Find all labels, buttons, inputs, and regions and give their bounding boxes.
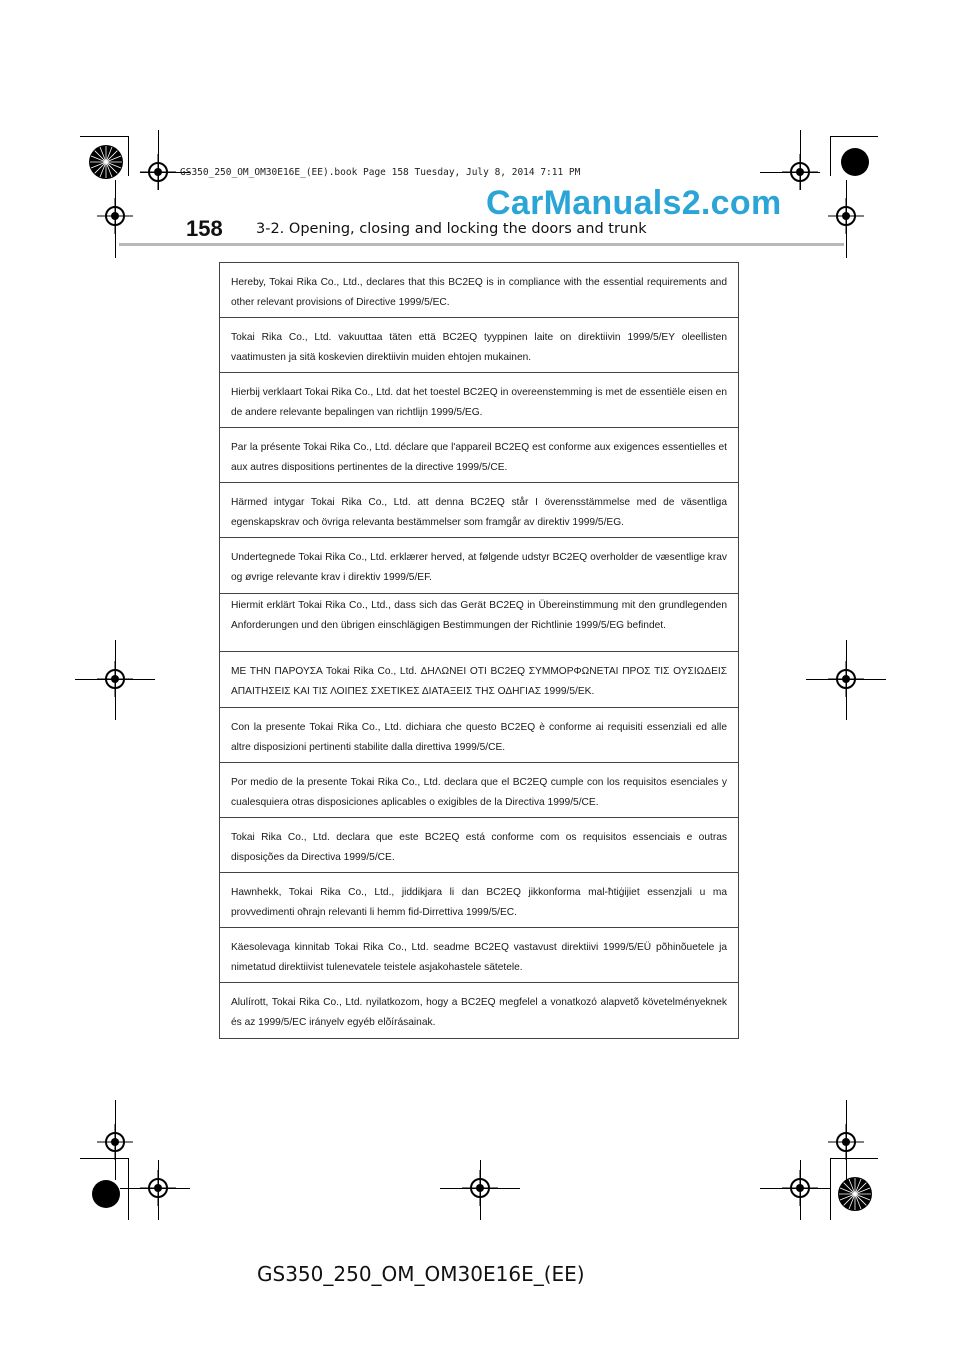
registration-target-icon	[140, 1170, 176, 1206]
declaration-french: Par la présente Tokai Rika Co., Ltd. déclare que l'appareil BC2EQ est conforme aux exigences essentielles et aux autres dispositions pertinentes de la directive 1999/5/CE.	[220, 428, 738, 483]
registration-target-icon	[462, 1170, 498, 1206]
registration-target-icon	[97, 198, 133, 234]
declaration-danish: Undertegnede Tokai Rika Co., Ltd. erklærer herved, at følgende udstyr BC2EQ overholder de væsentlige krav og øvrige relevante krav i direktiv 1999/5/EF.	[220, 538, 738, 594]
declaration-finnish: Tokai Rika Co., Ltd. vakuuttaa täten että BC2EQ tyyppinen laite on direktiivin 1999/5/EY oleellisten vaatimusten ja sitä koskevien direktiivin muiden ehtojen mukainen.	[220, 318, 738, 373]
registration-target-icon	[140, 154, 176, 190]
registration-target-icon	[782, 154, 818, 190]
declaration-swedish: Härmed intygar Tokai Rika Co., Ltd. att denna BC2EQ står I överensstämmelse med de väsentliga egenskapskrav och övriga relevanta bestämmelser som framgår av direktiv 1999/5/EG.	[220, 483, 738, 538]
declaration-german: Hiermit erklärt Tokai Rika Co., Ltd., dass sich das Gerät BC2EQ in Übereinstimmung mit den grundlegenden Anforderungen und den übrigen einschlägigen Bestimmungen der Richtlinie 1999/5/EG befindet.	[220, 594, 738, 652]
declaration-maltese: Hawnhekk, Tokai Rika Co., Ltd., jiddikjara li dan BC2EQ jikkonforma mal-ħtiġijiet essenzjali u ma provvedimenti oħrajn relevanti li hemm fid-Dirrettiva 1999/5/EC.	[220, 873, 738, 928]
watermark-text: CarManuals2.com	[486, 184, 782, 222]
footer-model-code: GS350_250_OM_OM30E16E_(EE)	[257, 1262, 585, 1286]
declaration-portuguese: Tokai Rika Co., Ltd. declara que este BC2EQ está conforme com os requisitos essenciais e outras disposições da Directiva 1999/5/CE.	[220, 818, 738, 873]
section-title: 3-2. Opening, closing and locking the doors and trunk	[256, 221, 647, 237]
declarations-box	[219, 262, 739, 1039]
declaration-spanish: Por medio de la presente Tokai Rika Co., Ltd. declara que el BC2EQ cumple con los requisitos esenciales y cualesquiera otras disposiciones aplicables o exigibles de la Directiva 1999/5/CE.	[220, 763, 738, 818]
declaration-dutch: Hierbij verklaart Tokai Rika Co., Ltd. dat het toestel BC2EQ in overeenstemming is met de essentiële eisen en de andere relevante bepalingen van richtlijn 1999/5/EG.	[220, 373, 738, 428]
declaration-english: Hereby, Tokai Rika Co., Ltd., declares that this BC2EQ is in compliance with the essential requirements and other relevant provisions of Directive 1999/5/EC.	[220, 263, 738, 318]
sunburst-mark-icon	[837, 1176, 873, 1212]
registration-target-icon	[828, 1124, 864, 1160]
header-divider	[119, 243, 844, 246]
registration-target-icon	[828, 198, 864, 234]
declaration-italian: Con la presente Tokai Rika Co., Ltd. dichiara che questo BC2EQ è conforme ai requisiti essenziali ed alle altre disposizioni pertinenti stabilite dalla direttiva 1999/5/CE.	[220, 708, 738, 763]
declaration-estonian: Käesolevaga kinnitab Tokai Rika Co., Ltd. seadme BC2EQ vastavust direktiivi 1999/5/EÜ põhinõuetele ja nimetatud direktiivist tulenevatele teistele asjakohastele sätetele.	[220, 928, 738, 983]
book-info-slug: GS350_250_OM_OM30E16E_(EE).book Page 158 Tuesday, July 8, 2014 7:11 PM	[180, 167, 581, 178]
sunburst-mark-icon	[88, 144, 124, 180]
registration-target-icon	[97, 1124, 133, 1160]
registration-target-icon	[97, 661, 133, 697]
declaration-hungarian: Alulírott, Tokai Rika Co., Ltd. nyilatkozom, hogy a BC2EQ megfelel a vonatkozó alapvetõ követelményeknek és az 1999/5/EC irányelv egyéb elõírásainak.	[231, 997, 727, 1028]
registration-target-icon	[782, 1170, 818, 1206]
declaration-greek: ΜΕ ΤΗΝ ΠΑΡΟΥΣΑ Tokai Rika Co., Ltd. ΔΗΛΩΝΕΙ ΟΤΙ BC2EQ ΣΥΜΜΟΡΦΩΝΕΤΑΙ ΠΡΟΣ ΤΙΣ ΟΥΣΙΩΔΕΙΣ ΑΠΑΙΤΗΣΕΙΣ ΚΑΙ ΤΙΣ ΛΟΙΠΕΣ ΣΧΕΤΙΚΕΣ ΔΙΑΤΑΞΕΙΣ ΤΗΣ ΟΔΗΓΙΑΣ 1999/5/ΕΚ.	[220, 652, 738, 708]
dot-mark-icon	[837, 144, 873, 180]
registration-target-icon	[828, 661, 864, 697]
page-number: 158	[186, 216, 223, 241]
dot-mark-icon	[88, 1176, 124, 1212]
